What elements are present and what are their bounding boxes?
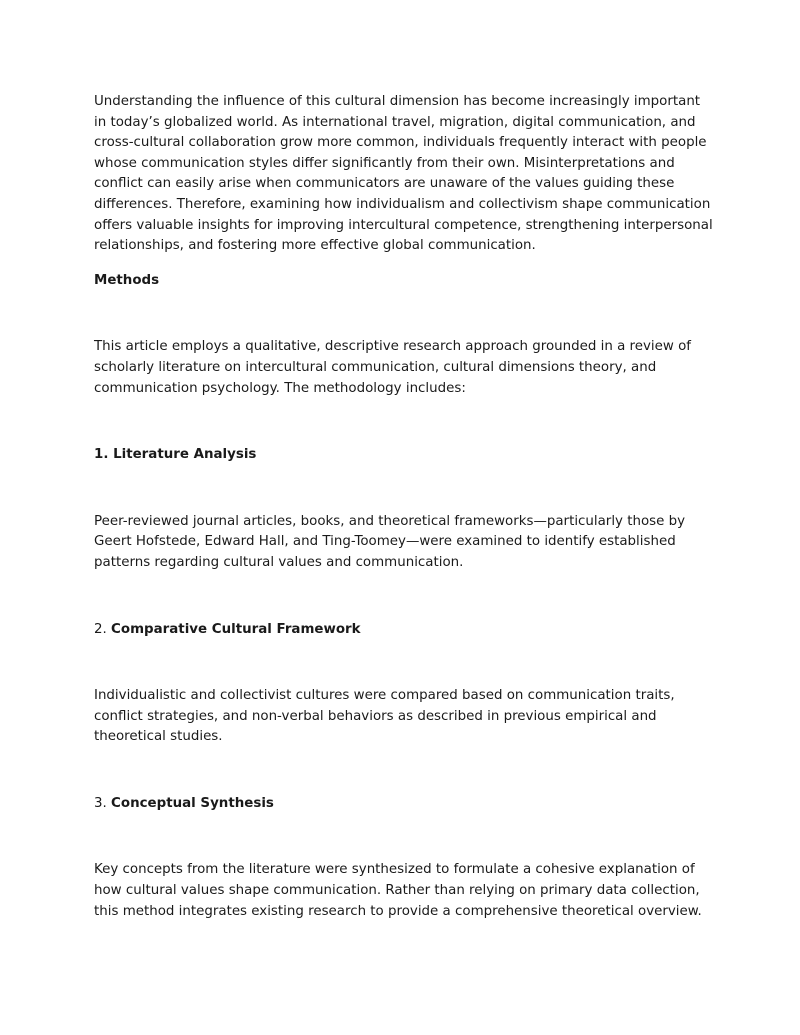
intro-paragraph: Understanding the influence of this cultural dimension has become increasingly important in today’s globalized world. As international travel, migration, digital communication, and cross-cultural collaboration grow more common, individuals frequently interact with people whose communication styles differ significantly from their own. Misinterpretations and conflict can easily arise when communicators are unaware of the values guiding these differences. Therefore, examining how individualism and collectivism shape communication offers valuable insights for improving intercultural competence, strengthening interpersonal relationships, and fostering more effective global communication. xyxy=(94,94,713,254)
section-3-number: 3. xyxy=(94,795,112,811)
section-2-body: Individualistic and collectivist cultures were compared based on communication traits, conflict strategies, and non-verbal behaviors as described in previous empirical and theoretical studies. xyxy=(94,688,675,745)
section-3-title: Conceptual Synthesis xyxy=(111,795,274,811)
section-3-body: Key concepts from the literature were synthesized to formulate a cohesive explanation of how cultural values shape communication. Rather than relying on primary data collection, this method integrates existing research to provide a comprehensive theoretical overview. xyxy=(94,862,702,919)
section-2-number: 2. xyxy=(94,621,112,637)
methods-paragraph: This article employs a qualitative, descriptive research approach grounded in a review of scholarly literature on intercultural communication, cultural dimensions theory, and communication psychology. The methodology includes: xyxy=(94,339,691,396)
document-page xyxy=(94,92,714,922)
section-1-number: 1. xyxy=(94,447,114,463)
methods-heading: Methods xyxy=(94,272,160,288)
section-1-title: Literature Analysis xyxy=(113,447,257,463)
section-2-heading xyxy=(94,620,714,641)
section-1-heading xyxy=(94,445,714,466)
section-2-title: Comparative Cultural Framework xyxy=(111,621,361,637)
section-3-heading xyxy=(94,794,714,815)
section-1-body: Peer-reviewed journal articles, books, and theoretical frameworks—particularly those by Geert Hofstede, Edward Hall, and Ting-Toomey—were examined to identify established patterns regarding cultural values and communication. xyxy=(94,513,686,570)
